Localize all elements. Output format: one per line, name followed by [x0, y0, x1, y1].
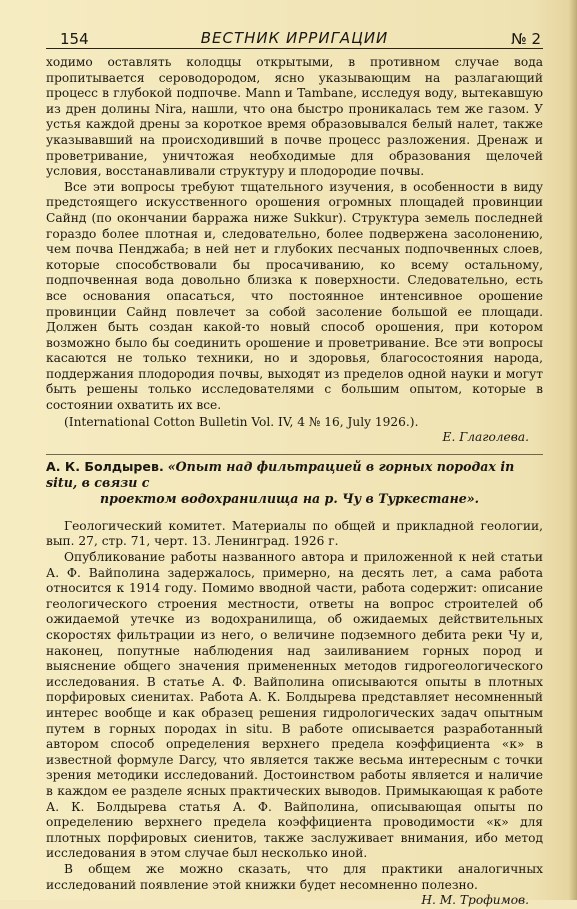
running-header — [46, 28, 543, 49]
page-number: 154 — [60, 30, 89, 48]
issue-number: № 2 — [511, 30, 541, 48]
review-paragraph-2: В общем же можно сказать, что для практики аналогичных исследований появление этой книжки будет несомненно полезно. — [46, 861, 543, 892]
section-divider — [46, 454, 543, 455]
article-citation: (International Cotton Bulletin Vol. IV, 4 № 16, July 1926.). — [64, 414, 419, 429]
review-paragraph-1: Опубликование работы названного автора и приложенной к ней статьи А. Ф. Вайполина задержалось, примерно, на десять лет, а сама работа относится к 1914 году. Помимо вводной части, работа содержит: описание геологического строения местности, ответы на вопрос строителей об ожидаемой утечке из водохранилища, об ожидаемых действительных скоростях фильтрации из него, о величине подземного дебита реки Чу и, наконец, попутные наблюдения над заиливанием горных пород и выяснение общего значения примененных методов гидрогеологического исследования. В статье А. Ф. Вайполина описываются опыты в плотных порфировых сиенитах. Работа А. К. Болдырева представляет несомненный интерес вообще и как образец решения гидрологических задач опытным путем в горных породах in situ. В работе описывается разработанный автором способ определения верхнего предела коэффициента «к» в известной формуле Darcy, что является также весьма интересным с точки зрения методики исследований. Достоинством работы является и наличие в каждом ее разделе ясных практических выводов. Примыкающая к работе А. К. Болдырева статья А. Ф. Вайполина, описывающая опыты по определению верхнего предела коэффициента проводимости «к» для плотных порфировых сиенитов, также заслуживает внимания, ибо метод исследования в этом случае был несколько иной. — [46, 550, 543, 861]
article-signature: Е. Глаголева. — [442, 430, 529, 445]
review-title-line-2: проектом водохранилища на р. Чу в Туркестане». — [100, 490, 480, 506]
journal-title: ВЕСТНИК ИРРИГАЦИИ — [200, 29, 389, 47]
review-source: Геологический комитет. Материалы по общей и прикладной геологии, вып. 27, стр. 71, черт. 13. Ленинград. 1926 г. — [46, 518, 543, 549]
review-heading — [46, 459, 543, 491]
review-signature: Н. М. Трофимов. — [421, 893, 529, 908]
article-paragraph-2: Все эти вопросы требуют тщательного изучения, в особенности в виду предстоящего искусственного орошения огромных площадей провинции Сайнд (по окончании барража ниже Sukkur). Структура земель последней гораздо более плотная и, следовательно, более подвержена засолонению, чем почва Пенджаба; в ней нет и глубоких песчаных подпочвенных слоев, которые способствовали бы просачиванию, ко всему остальному, подпочвенная вода довольно близка к поверхности. Следовательно, есть все основания опасаться, что постоянное интенсивное орошение провинции Сайнд повлечет за собой засоление большой ее площади. Должен быть создан какой-то новый способ орошения, при котором возможно было бы соединить орошение и проветривание. Все эти вопросы касаются не только техники, но и здоровья, благосостояния народа, поддержания плодородия почвы, выходят из пределов одной науки и могут быть решены только исследователями с большим опытом, которые в состоянии охватить их все. — [46, 179, 543, 413]
review-author: А. К. Болдырев. — [46, 458, 164, 474]
page-edge-shadow — [569, 0, 577, 900]
article-paragraph-1: ходимо оставлять колодцы открытыми, в противном случае вода пропитывается сероводородом, ясно указывающим на разлагающий процесс в глубокой подпочве. Mann и Tambane, исследуя воду, вытекавшую из дрен долины Nira, нашли, что она быстро проникалась тем же газом. У устья каждой дрены за короткое время образовывался белый налет, также указывавший на происходивший в почве процесс разложения. Дренаж и проветривание, уничтожая необходимые для образования щелочей условия, восстанавливали структуру и плодородие почвы. — [46, 55, 543, 179]
review-title-line-1: «Опыт над фильтрацией в горных породах in situ, в связи с — [46, 458, 515, 490]
